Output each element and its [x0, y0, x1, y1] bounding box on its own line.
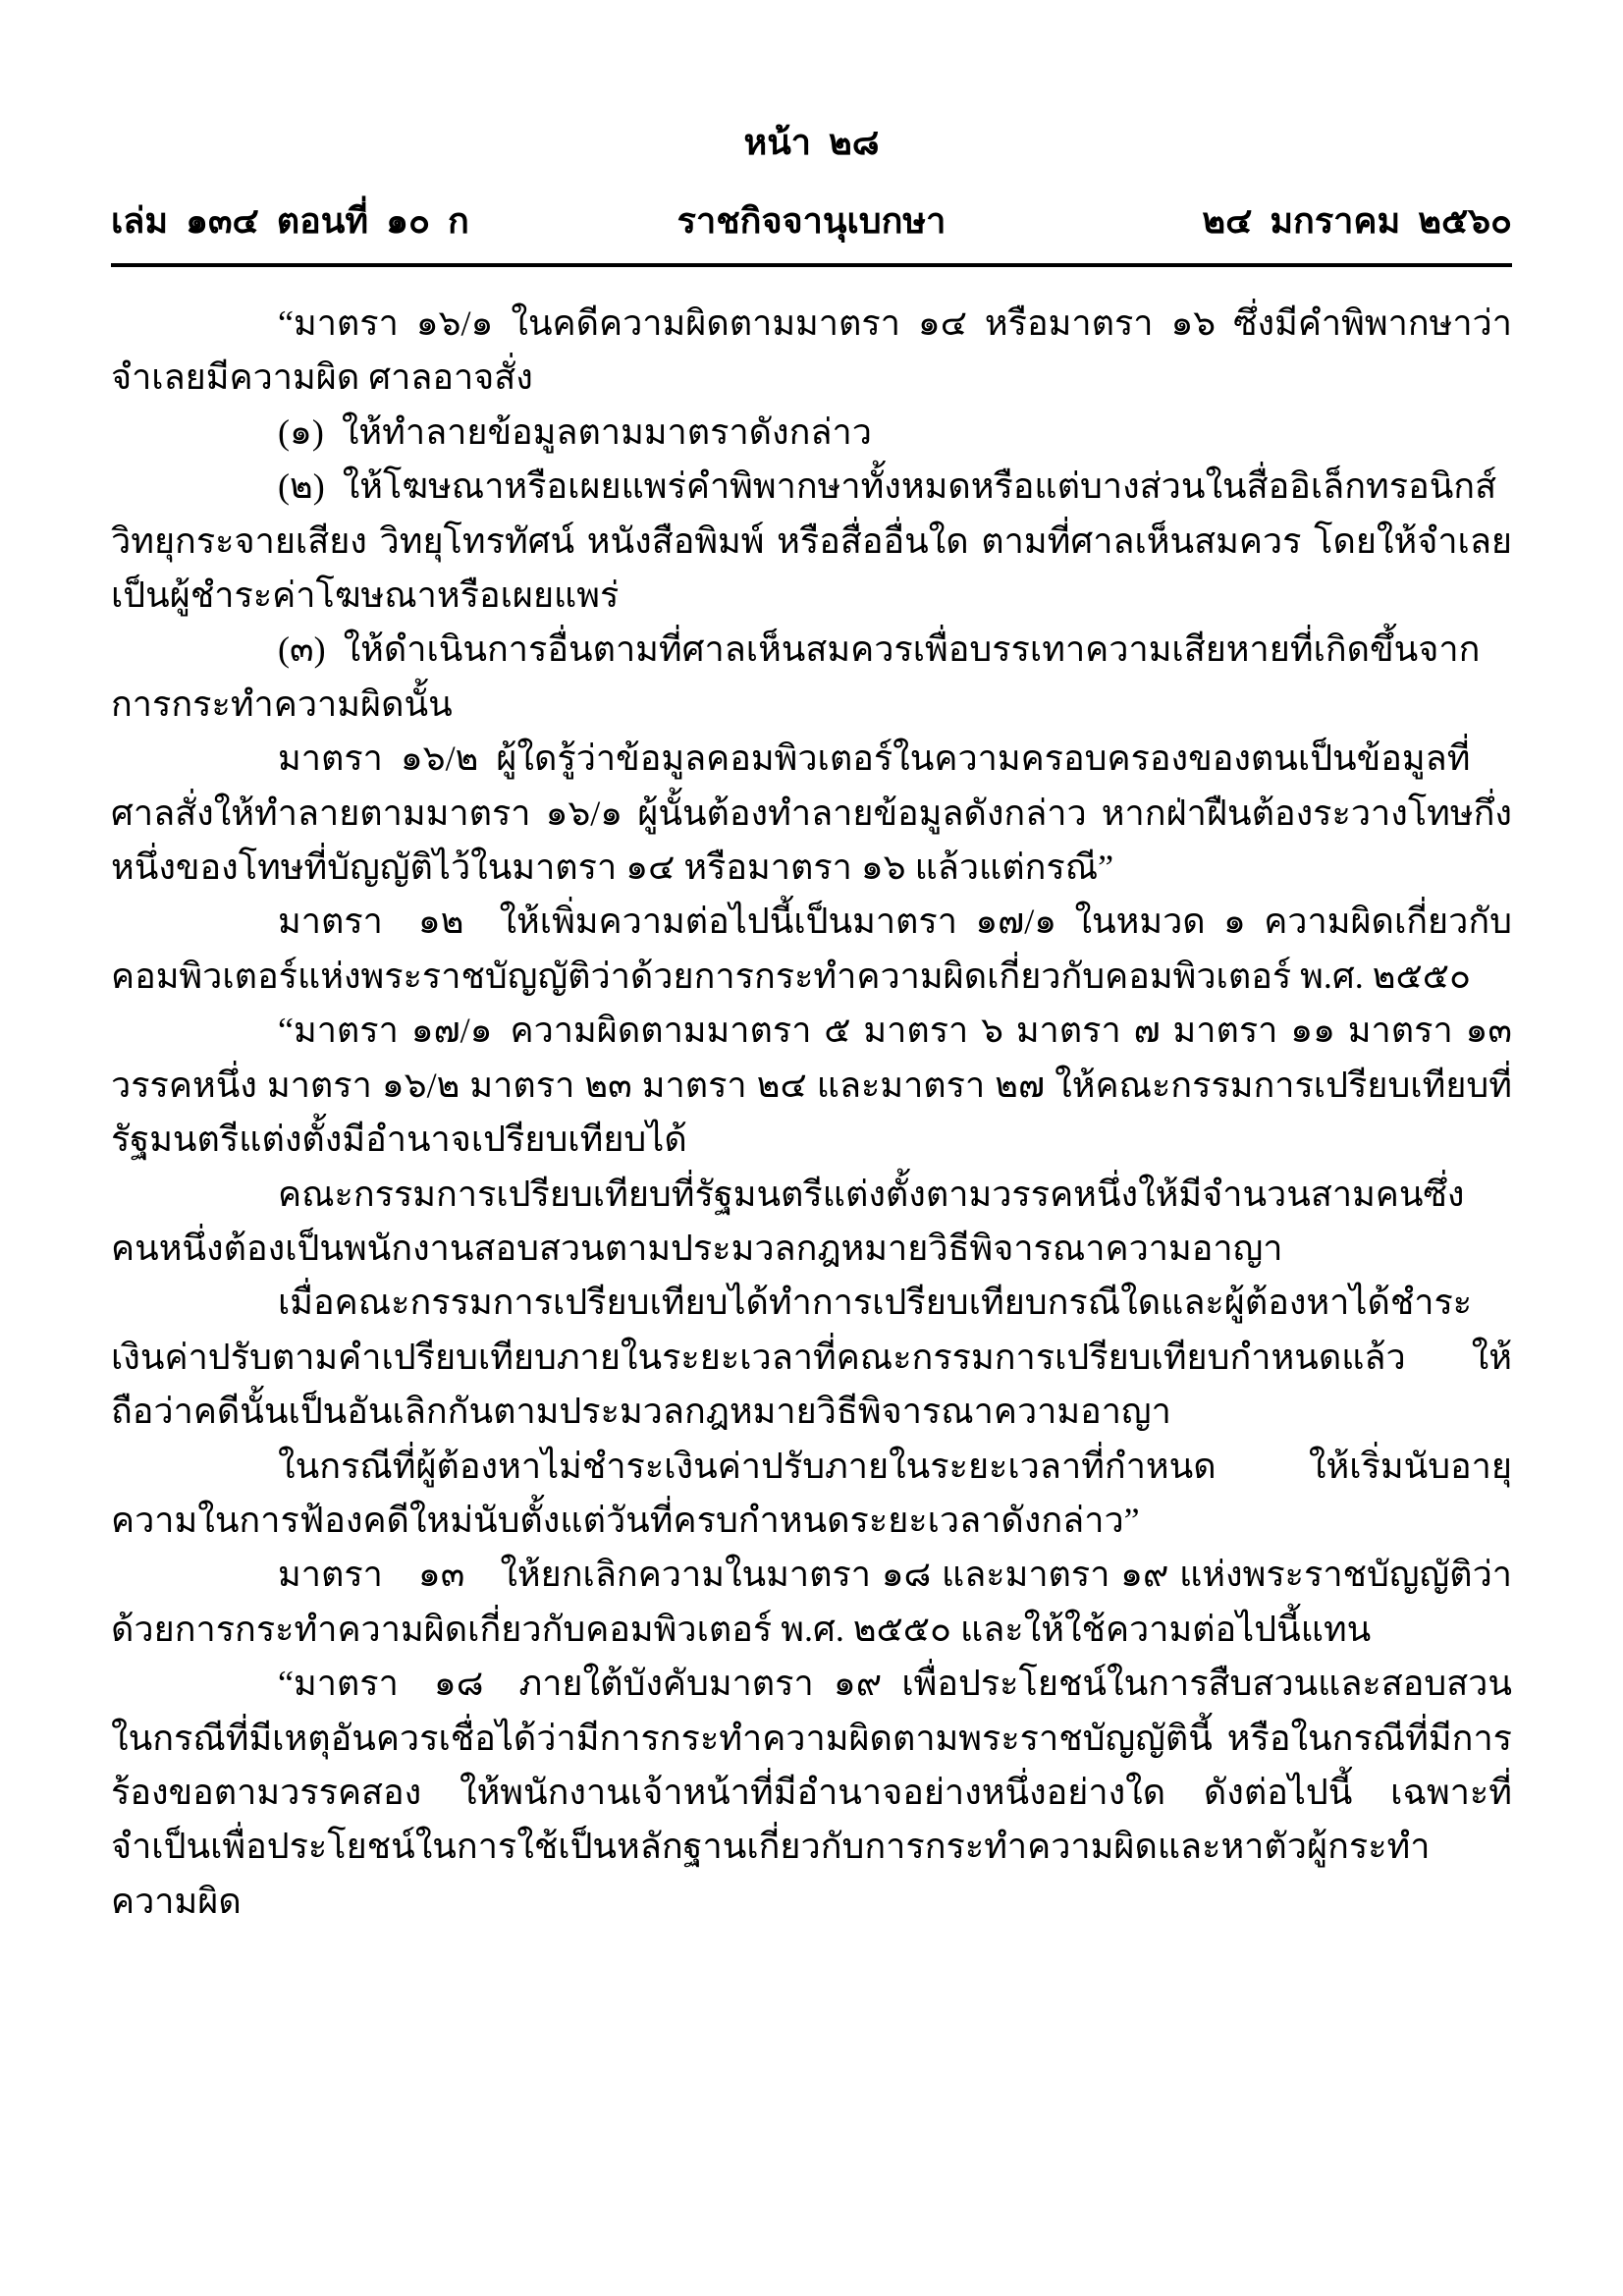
volume-issue-label: เล่ม ๑๓๔ ตอนที่ ๑๐ ก [111, 201, 469, 241]
paragraph-nonpayment-prescription: ในกรณีที่ผู้ต้องหาไม่ชำระเงินค่าปรับภายในระยะเวลาที่กำหนด ให้เริ่มนับอายุความในการฟ้องคดีใหม่นับตั้งแต่วันที่ครบกำหนดระยะเวลาดังกล่าว” [111, 1446, 1512, 1540]
gazette-title: ราชกิจจานุเบกษา [676, 201, 947, 241]
masthead [111, 194, 1512, 248]
document-body [111, 297, 1521, 1929]
paragraph-committee-composition: คณะกรรมการเปรียบเทียบที่รัฐมนตรีแต่งตั้งตามวรรคหนึ่งให้มีจำนวนสามคนซึ่งคนหนึ่งต้องเป็นพนักงานสอบสวนตามประมวลกฎหมายวิธีพิจารณาความอาญา [111, 1174, 1465, 1268]
paragraph-section-16-2: มาตรา ๑๖/๒ ผู้ใดรู้ว่าข้อมูลคอมพิวเตอร์ในความครอบครองของตนเป็นข้อมูลที่ศาลสั่งให้ทำลายตามมาตรา ๑๖/๑ ผู้นั้นต้องทำลายข้อมูลดังกล่าว หากฝ่าฝืนต้องระวางโทษกึ่งหนึ่งของโทษที่บัญญัติไว้ในมาตรา ๑๔ หรือมาตรา ๑๖ แล้วแต่กรณี” [111, 738, 1512, 888]
page-number: หน้า ๒๘ [743, 123, 880, 162]
paragraph-section-13: มาตรา ๑๓ ให้ยกเลิกความในมาตรา ๑๘ และมาตรา ๑๙ แห่งพระราชบัญญัติว่าด้วยการกระทำความผิดเกี่ยวกับคอมพิวเตอร์ พ.ศ. ๒๕๕๐ และให้ใช้ความต่อไปนี้แทน [111, 1555, 1512, 1649]
paragraph-item-1: (๑) ให้ทำลายข้อมูลตามมาตราดังกล่าว [278, 411, 872, 452]
paragraph-item-3: (๓) ให้ดำเนินการอื่นตามที่ศาลเห็นสมควรเพื่อบรรเทาความเสียหายที่เกิดขึ้นจากการกระทำความผิดนั้น [111, 629, 1481, 724]
header-rule [111, 263, 1512, 267]
paragraph-section-18: “มาตรา ๑๘ ภายใต้บังคับมาตรา ๑๙ เพื่อประโยชน์ในการสืบสวนและสอบสวนในกรณีที่มีเหตุอันควรเชื่อได้ว่ามีการกระทำความผิดตามพระราชบัญญัตินี้ หรือในกรณีที่มีการร้องขอตามวรรคสอง ให้พนักงานเจ้าหน้าที่มีอำนาจอย่างหนึ่งอย่างใด ดังต่อไปนี้ เฉพาะที่จำเป็นเพื่อประโยชน์ในการใช้เป็นหลักฐานเกี่ยวกับการกระทำความผิดและหาตัวผู้กระทำความผิด [111, 1664, 1512, 1921]
paragraph-section-17-1: “มาตรา ๑๗/๑ ความผิดตามมาตรา ๕ มาตรา ๖ มาตรา ๗ มาตรา ๑๑ มาตรา ๑๓ วรรคหนึ่ง มาตรา ๑๖/๒ มาตรา ๒๓ มาตรา ๒๔ และมาตรา ๒๗ ให้คณะกรรมการเปรียบเทียบที่รัฐมนตรีแต่งตั้งมีอำนาจเปรียบเทียบได้ [111, 1011, 1521, 1160]
paragraph-section-12: มาตรา ๑๒ ให้เพิ่มความต่อไปนี้เป็นมาตรา ๑๗/๑ ในหมวด ๑ ความผิดเกี่ยวกับคอมพิวเตอร์แห่งพระราชบัญญัติว่าด้วยการกระทำความผิดเกี่ยวกับคอมพิวเตอร์ พ.ศ. ๒๕๕๐ [111, 902, 1512, 996]
publication-date: ๒๔ มกราคม ๒๕๖๐ [1202, 201, 1513, 241]
paragraph-settlement-effect: เมื่อคณะกรรมการเปรียบเทียบได้ทำการเปรียบเทียบกรณีใดและผู้ต้องหาได้ชำระเงินค่าปรับตามคำเปรียบเทียบภายในระยะเวลาที่คณะกรรมการเปรียบเทียบกำหนดแล้ว ให้ถือว่าคดีนั้นเป็นอันเลิกกันตามประมวลกฎหมายวิธีพิจารณาความอาญา [111, 1283, 1512, 1432]
paragraph-section-16-1: “มาตรา ๑๖/๑ ในคดีความผิดตามมาตรา ๑๔ หรือมาตรา ๑๖ ซึ่งมีคำพิพากษาว่าจำเลยมีความผิด ศาลอาจสั่ง [111, 303, 1512, 398]
paragraph-item-2: (๒) ให้โฆษณาหรือเผยแพร่คำพิพากษาทั้งหมดหรือแต่บางส่วนในสื่ออิเล็กทรอนิกส์ วิทยุกระจายเสียง วิทยุโทรทัศน์ หนังสือพิมพ์ หรือสื่ออื่นใด ตามที่ศาลเห็นสมควร โดยให้จำเลยเป็นผู้ชำระค่าโฆษณาหรือเผยแพร่ [111, 466, 1512, 616]
